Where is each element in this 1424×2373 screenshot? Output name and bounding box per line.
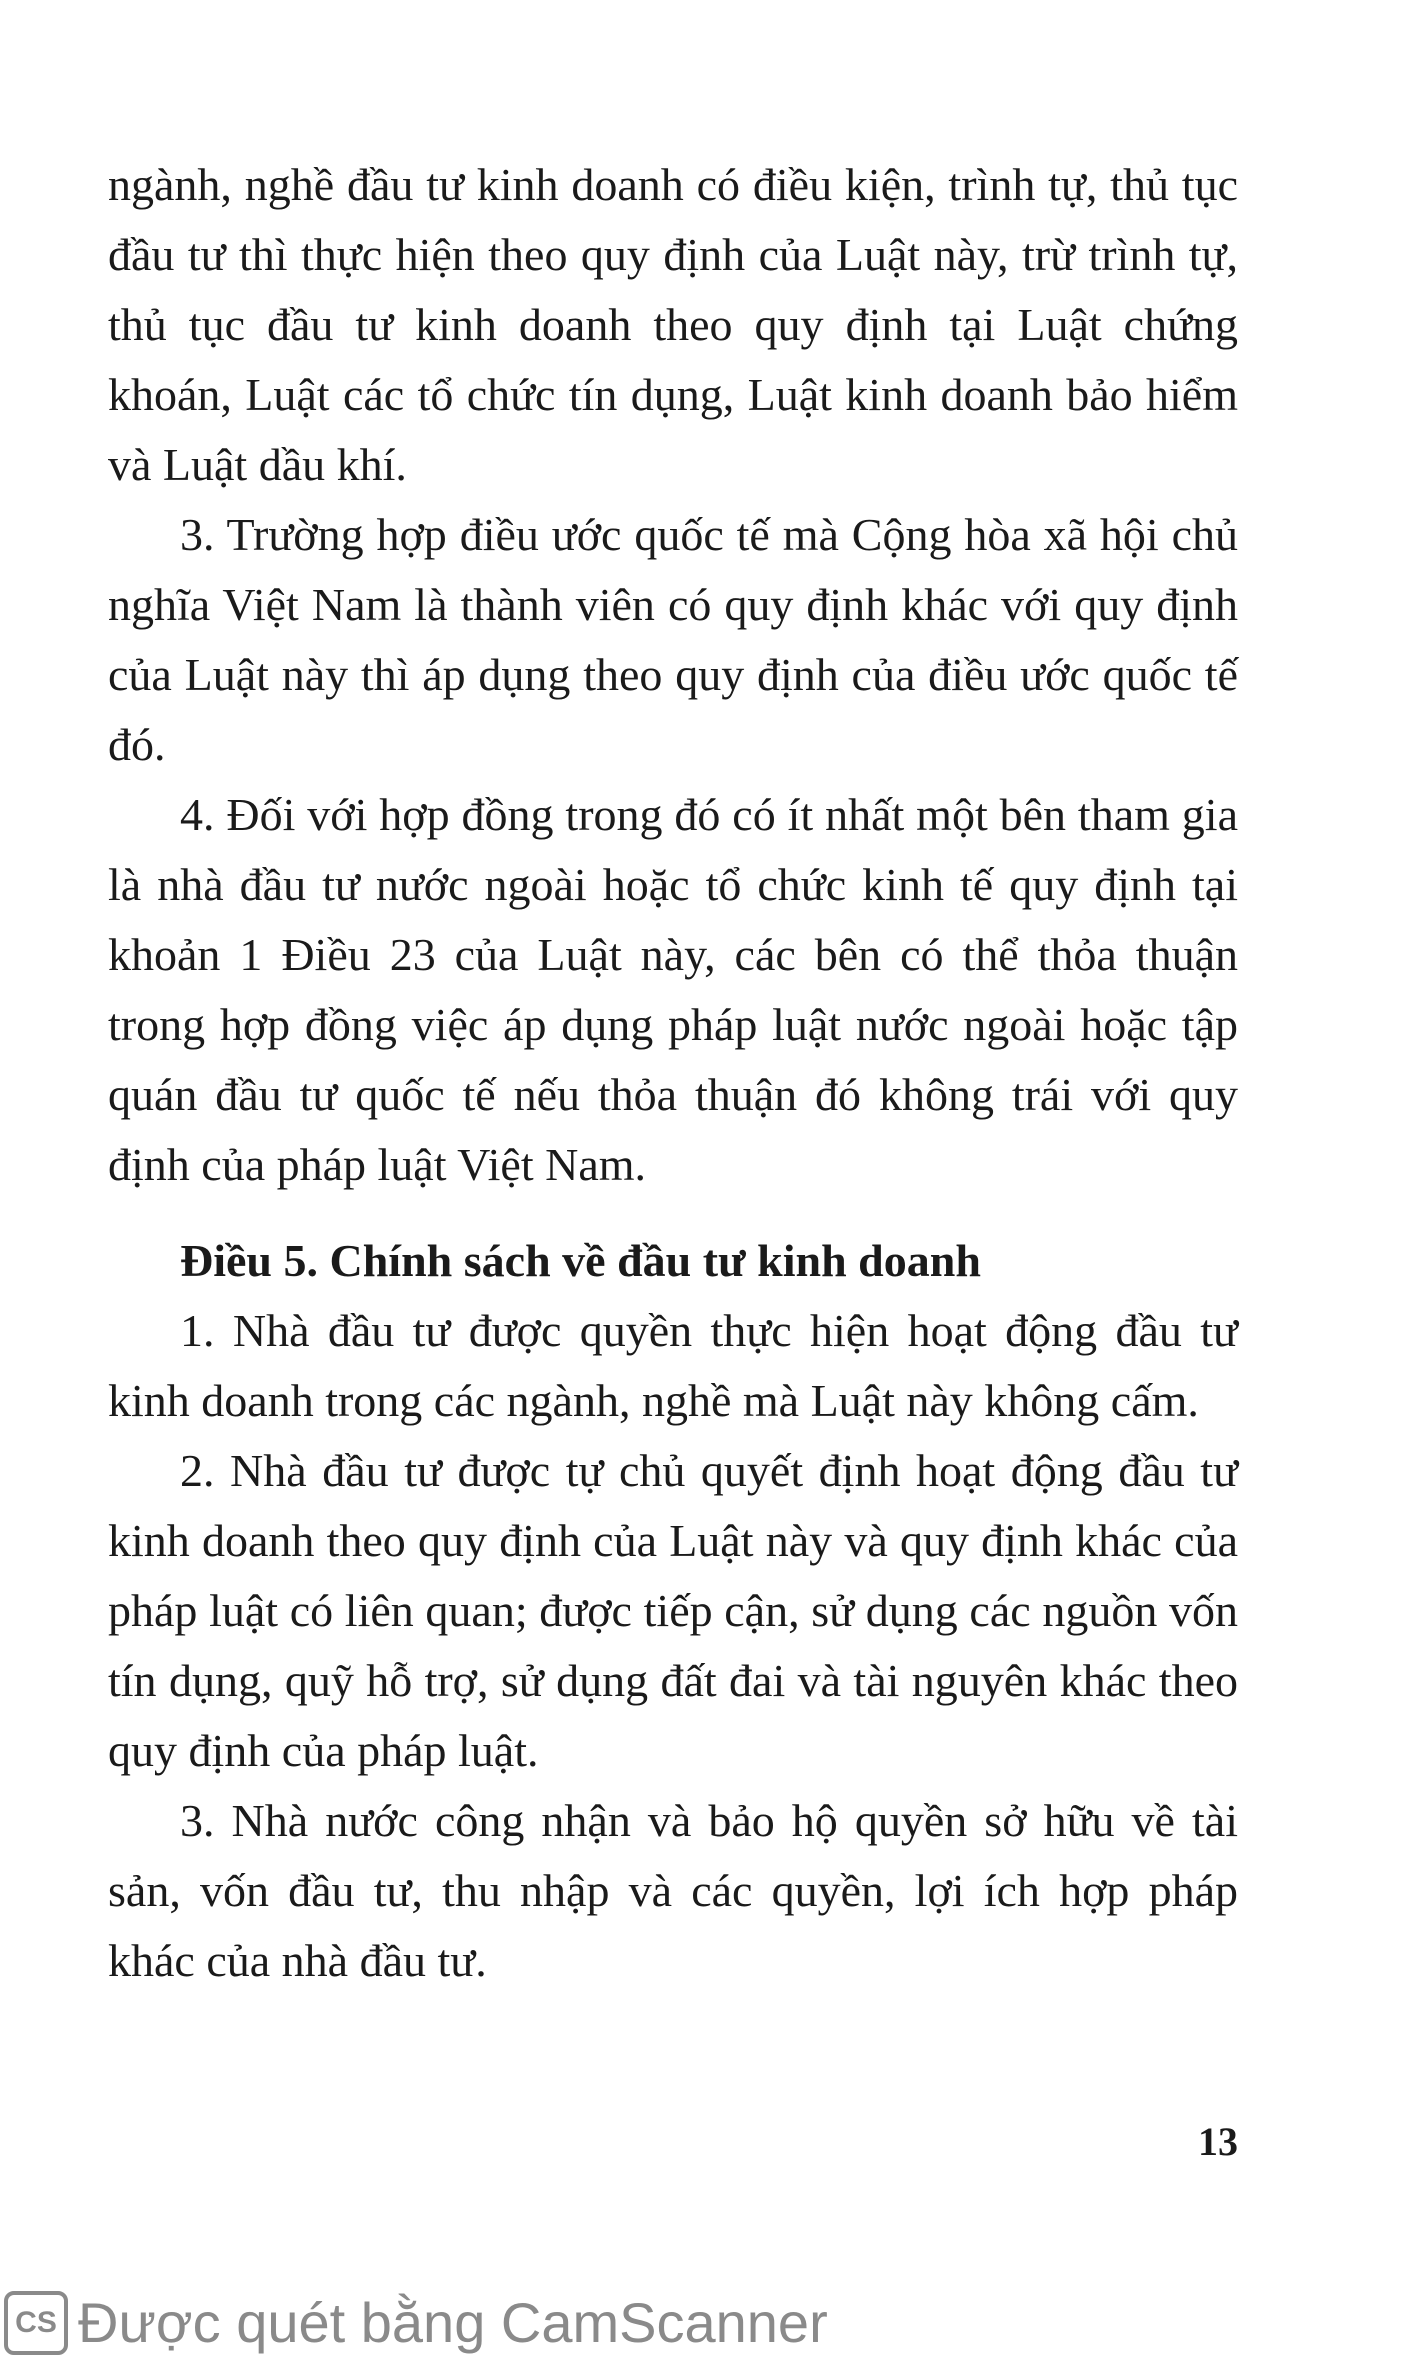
watermark-text: Được quét bằng CamScanner	[78, 2291, 828, 2354]
paragraph-clause-4: 4. Đối với hợp đồng trong đó có ít nhất một bên tham gia là nhà đầu tư nước ngoài hoặc tổ chức kinh tế quy định tại khoản 1 Điều 23 của Luật này, các bên có thể thỏa thuận trong hợp đồng việc áp dụng pháp luật nước ngoài hoặc tập quán đầu tư quốc tế nếu thỏa thuận đó không trái với quy định của pháp luật Việt Nam.	[108, 789, 1238, 1190]
paragraph-clause-3: 3. Trường hợp điều ước quốc tế mà Cộng hòa xã hội chủ nghĩa Việt Nam là thành viên có quy định khác với quy định của Luật này thì áp dụng theo quy định của điều ước quốc tế đó.	[108, 509, 1238, 770]
document-body	[108, 150, 1238, 1996]
paragraph-continuation: ngành, nghề đầu tư kinh doanh có điều kiện, trình tự, thủ tục đầu tư thì thực hiện theo quy định của Luật này, trừ trình tự, thủ tục đầu tư kinh doanh theo quy định tại Luật chứng khoán, Luật các tổ chức tín dụng, Luật kinh doanh bảo hiểm và Luật dầu khí.	[108, 159, 1238, 490]
article-heading: Điều 5. Chính sách về đầu tư kinh doanh	[180, 1235, 981, 1286]
article-clause-2: 2. Nhà đầu tư được tự chủ quyết định hoạt động đầu tư kinh doanh theo quy định của Luật này và quy định khác của pháp luật có liên quan; được tiếp cận, sử dụng các nguồn vốn tín dụng, quỹ hỗ trợ, sử dụng đất đai và tài nguyên khác theo quy định của pháp luật.	[108, 1445, 1238, 1776]
article-clause-3: 3. Nhà nước công nhận và bảo hộ quyền sở hữu về tài sản, vốn đầu tư, thu nhập và các quyền, lợi ích hợp pháp khác của nhà đầu tư.	[108, 1795, 1238, 1986]
camscanner-logo-icon: CS	[4, 2291, 68, 2355]
scanner-watermark	[4, 2290, 828, 2355]
article-clause-1: 1. Nhà đầu tư được quyền thực hiện hoạt động đầu tư kinh doanh trong các ngành, nghề mà Luật này không cấm.	[108, 1305, 1238, 1426]
page-number: 13	[1198, 2119, 1238, 2164]
